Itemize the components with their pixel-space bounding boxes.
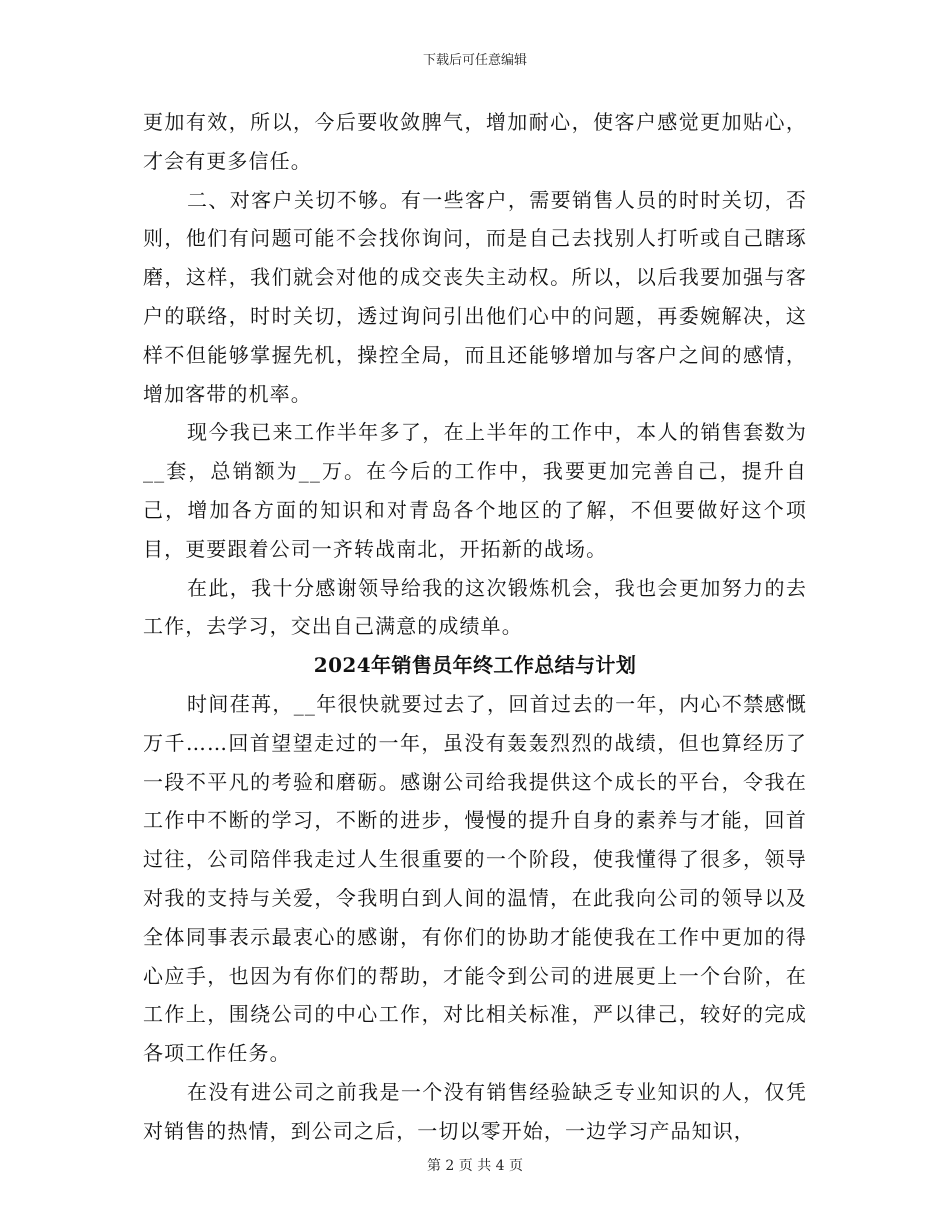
paragraph-continuation: 更加有效，所以，今后要收敛脾气，增加耐心，使客户感觉更加贴心，才会有更多信任。 — [143, 110, 807, 173]
section-title: 2024年销售员年终工作总结与计划 — [313, 653, 637, 678]
page-number-footer: 第 2 页 共 4 页 — [426, 1158, 524, 1174]
page-header: 下载后可任意编辑 — [422, 53, 527, 68]
paragraph-sales-results: 现今我已来工作半年多了，在上半年的工作中，本人的销售套数为__套，总销额为__万。在今后的工作中，我要更加完善自己，提升自己，增加各方面的知识和对青岛各个地区的了解，不但要做好这个项目，更要跟着公司一齐转战南北，开拓新的战场。 — [143, 420, 807, 561]
paragraph-year-review: 时间荏苒，__年很快就要过去了，回首过去的一年，内心不禁感慨万千……回首望望走过的一年，虽没有轰轰烈烈的战绩，但也算经历了一段不平凡的考验和磨砺。感谢公司给我提供这个成长的平台，令我在工作中不断的学习，不断的进步，慢慢的提升自身的素养与才能，回首过往，公司陪伴我走过人生很重要的一个阶段，使我懂得了很多，领导对我的支持与关爱，令我明白到人间的温情，在此我向公司的领导以及全体同事表示最衷心的感谢，有你们的协助才能使我在工作中更加的得心应手，也因为有你们的帮助，才能令到公司的进展更上一个台阶，在工作上，围绕公司的中心工作，对比相关标准，严以律己，较好的完成各项工作任务。 — [143, 691, 807, 1066]
document-body — [143, 103, 807, 1151]
paragraph-customer-care: 二、对客户关切不够。有一些客户，需要销售人员的时时关切，否则，他们有问题可能不会找你询问，而是自己去找别人打听或自己瞎琢磨，这样，我们就会对他的成交丧失主动权。所以，以后我要加强与客户的联络，时时关切，透过询问引出他们心中的问题，再委婉解决，这样不但能够掌握先机，操控全局，而且还能够增加与客户之间的感情，增加客带的机率。 — [143, 187, 807, 406]
paragraph-before-joining: 在没有进公司之前我是一个没有销售经验缺乏专业知识的人，仅凭对销售的热情，到公司之后，一切以零开始，一边学习产品知识， — [143, 1079, 807, 1143]
paragraph-thanks: 在此，我十分感谢领导给我的这次锻炼机会，我也会更加努力的去工作，去学习，交出自己满意的成绩单。 — [143, 575, 807, 639]
